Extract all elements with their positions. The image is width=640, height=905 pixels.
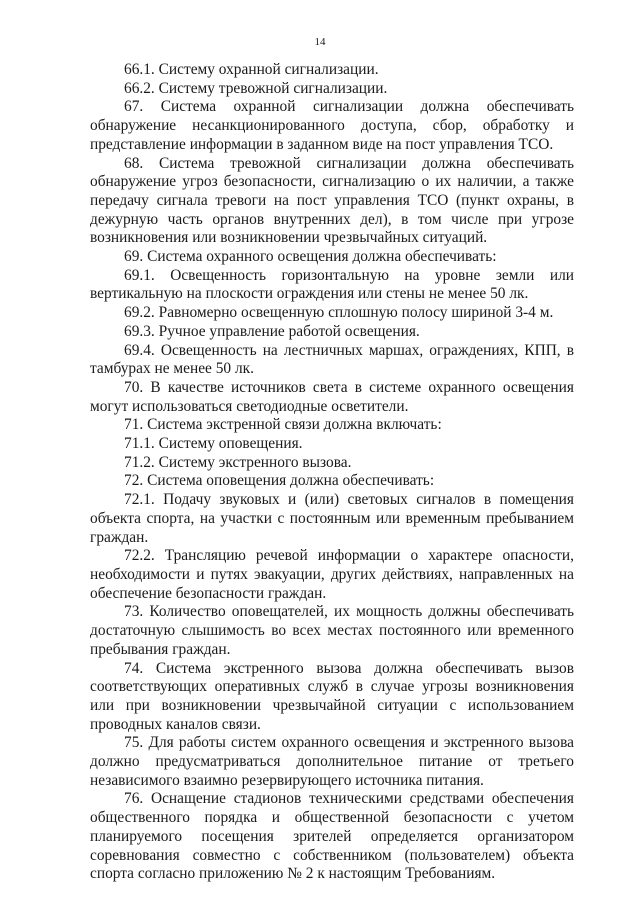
paragraph-71-1: 71.1. Систему оповещения. <box>124 435 303 453</box>
paragraph-67: 67. Система охранной сигнализации должна обеспечивать обнаружение несанкционированного доступа, сбор, обработку и представление информации в заданном виде на пост управления ТСО. <box>90 98 574 153</box>
page-number: 14 <box>314 36 326 48</box>
paragraph-66-2: 66.2. Систему тревожной сигнализации. <box>124 79 388 97</box>
paragraph-69-3: 69.3. Ручное управление работой освещения. <box>124 322 420 340</box>
paragraph-75: 75. Для работы систем охранного освещения и экстренного вызова должно предусматриваться дополнительное питание от третьего независимого взаимно резервирующего источника питания. <box>90 734 574 789</box>
paragraph-72-1: 72.1. Подачу звуковых и (или) световых сигналов в помещения объекта спорта, на участки с постоянным или временным пребыванием граждан. <box>90 491 574 546</box>
paragraph-73: 73. Количество оповещателей, их мощность должны обеспечивать достаточную слышимость во всех местах постоянного или временного пребывания граждан. <box>90 603 574 658</box>
paragraph-72: 72. Система оповещения должна обеспечивать: <box>124 472 435 490</box>
document-body <box>90 61 574 884</box>
paragraph-70: 70. В качестве источников света в системе охранного освещения могут использоваться светодиодные осветители. <box>90 378 574 415</box>
paragraph-66-1: 66.1. Систему охранной сигнализации. <box>124 61 379 78</box>
paragraph-72-2: 72.2. Трансляцию речевой информации о характере опасности, необходимости и путях эвакуации, других действиях, направленных на обеспечение безопасности граждан. <box>90 547 574 602</box>
paragraph-71-2: 71.2. Систему экстренного вызова. <box>124 453 352 471</box>
paragraph-71: 71. Система экстренной связи должна включать: <box>124 416 442 434</box>
paragraph-69-2: 69.2. Равномерно освещенную сплошную полосу шириной 3-4 м. <box>124 304 554 322</box>
paragraph-69-1: 69.1. Освещенность горизонтальную на уровне земли или вертикальную на плоскости ограждения или стены не менее 50 лк. <box>90 266 574 303</box>
paragraph-69: 69. Система охранного освещения должна обеспечивать: <box>124 248 497 266</box>
paragraph-74: 74. Система экстренного вызова должна обеспечивать вызов соответствующих оперативных служб в случае угрозы возникновения или при возникновении чрезвычайной ситуации с использованием проводных каналов связи. <box>90 659 574 733</box>
paragraph-69-4: 69.4. Освещенность на лестничных маршах, ограждениях, КПП, в тамбурах не менее 50 лк. <box>90 341 574 378</box>
paragraph-76: 76. Оснащение стадионов техническими средствами обеспечения общественного порядка и общественной безопасности с учетом планируемого посещения зрителей определяется организатором соревнования совместно с собственником (пользователем) объекта спорта согласно приложению № 2 к настоящим Требованиям. <box>90 790 574 883</box>
paragraph-68: 68. Система тревожной сигнализации должна обеспечивать обнаружение угроз безопасности, сигнализацию о их наличии, а также передачу сигнала тревоги на пост управления ТСО (пункт охраны, в дежурную часть органов внутренних дел), в том числе при угрозе возникновения или возникновении чрезвычайных ситуаций. <box>90 154 574 247</box>
